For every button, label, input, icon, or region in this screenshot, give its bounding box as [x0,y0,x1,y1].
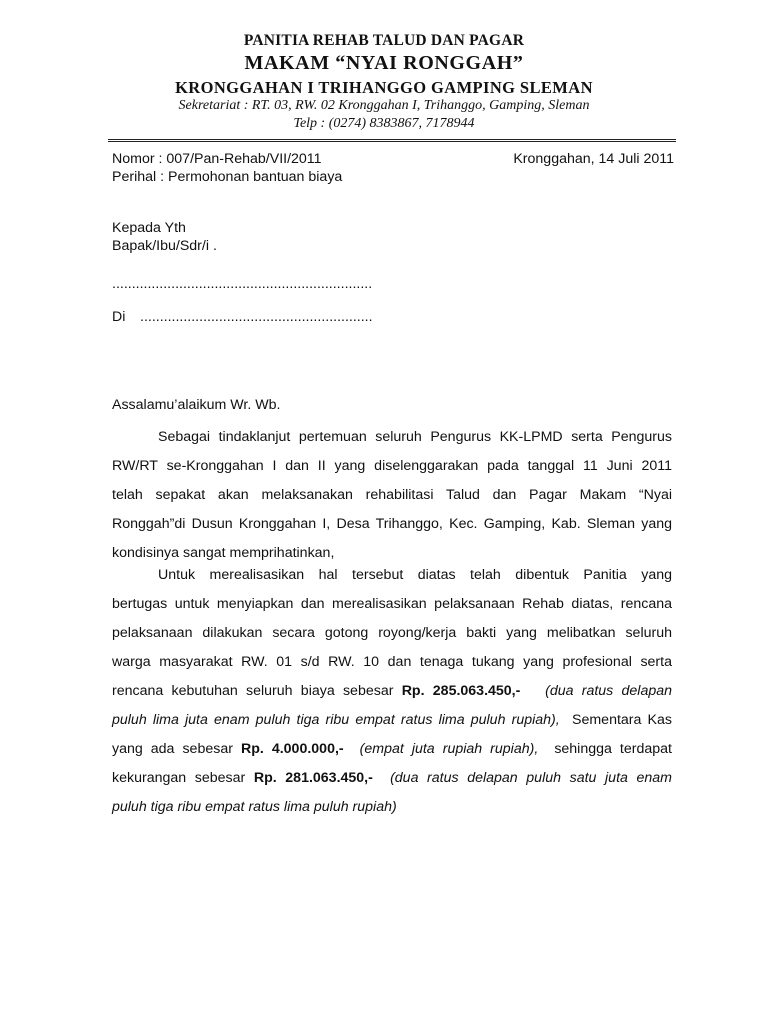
cash-amount: Rp. 4.000.000,- [240,741,344,757]
letter-place-date: Kronggahan, 14 Juli 2011 [513,151,674,167]
paragraph-2-line [112,798,672,827]
paragraph-1-line: kondisinya sangat memprihatinkan, [112,545,335,561]
text-segment: kekurangan sebesar [112,770,254,786]
recipient-blank-line: .................................................................. [112,276,373,292]
paragraph-2-line: pelaksanaan dilakukan secara gotong royong/kerja bakti yang melibatkan seluruh [112,625,672,641]
paragraph-2-line: bertugas untuk menyiapkan dan merealisasikan pelaksanaan Rehab diatas, rencana [112,596,672,612]
paragraph-1-line: Ronggah”di Dusun Kronggahan I, Desa Trihanggo, Kec. Gamping, Kab. Sleman yang [112,516,672,532]
text-segment: sehingga terdapat [554,741,672,757]
letterhead-location: KRONGGAHAN I TRIHANGGO GAMPING SLEMAN [175,78,593,97]
paragraph-1 [112,428,672,573]
paragraph-2-line [112,682,672,711]
paragraph-2-line [112,711,672,740]
text-segment: Sementara Kas [572,712,673,728]
recipient-to: Kepada Yth [112,220,186,236]
text-segment: yang ada sebesar [112,741,241,757]
paragraph-2 [112,566,672,827]
letterhead-divider [108,139,676,142]
amount-in-words: (dua ratus delapan puluh satu juta enam [390,770,672,786]
paragraph-1-line: Sebagai tindaklanjut pertemuan seluruh Pengurus KK-LPMD serta Pengurus [158,429,672,445]
greeting: Assalamu’alaikum Wr. Wb. [112,397,281,413]
amount-in-words: (empat juta rupiah rupiah), [359,741,539,757]
paragraph-2-line: warga masyarakat RW. 01 s/d RW. 10 dan tenaga tukang yang profesional serta [112,654,672,670]
recipient-di-blank: ........................................................... [140,309,373,325]
letterhead-phone: Telp : (0274) 8383867, 7178944 [293,116,475,131]
shortfall-amount: Rp. 281.063.450,- [253,770,373,786]
letterhead-committee: PANITIA REHAB TALUD DAN PAGAR [243,32,525,49]
total-cost-amount: Rp. 285.063.450,- [401,683,521,699]
recipient-di-label: Di [112,309,126,325]
letter-number: Nomor : 007/Pan-Rehab/VII/2011 [112,151,322,167]
amount-in-words: (dua ratus delapan [545,683,673,699]
letterhead-title: MAKAM “NYAI RONGGAH” [244,52,524,74]
recipient-addressee: Bapak/Ibu/Sdr/i . [112,238,217,254]
amount-in-words: puluh lima juta enam puluh tiga ribu empat ratus lima puluh rupiah), [112,712,560,728]
paragraph-2-line: Untuk merealisasikan hal tersebut diatas telah dibentuk Panitia yang [158,567,672,583]
letterhead-secretariat: Sekretariat : RT. 03, RW. 02 Kronggahan I, Trihanggo, Gamping, Sleman [178,98,590,113]
paragraph-2-line [112,769,672,798]
amount-in-words: puluh tiga ribu empat ratus lima puluh rupiah) [112,799,397,815]
text-segment: rencana kebutuhan seluruh biaya sebesar [112,683,402,699]
paragraph-2-line [112,740,672,769]
paragraph-1-line: RW/RT se-Kronggahan I dan II yang diselenggarakan pada tanggal 11 Juni 2011 [112,458,672,474]
letter-subject: Perihal : Permohonan bantuan biaya [112,169,343,185]
paragraph-1-line: telah sepakat akan melaksanakan rehabilitasi Talud dan Pagar Makam “Nyai [112,487,672,503]
